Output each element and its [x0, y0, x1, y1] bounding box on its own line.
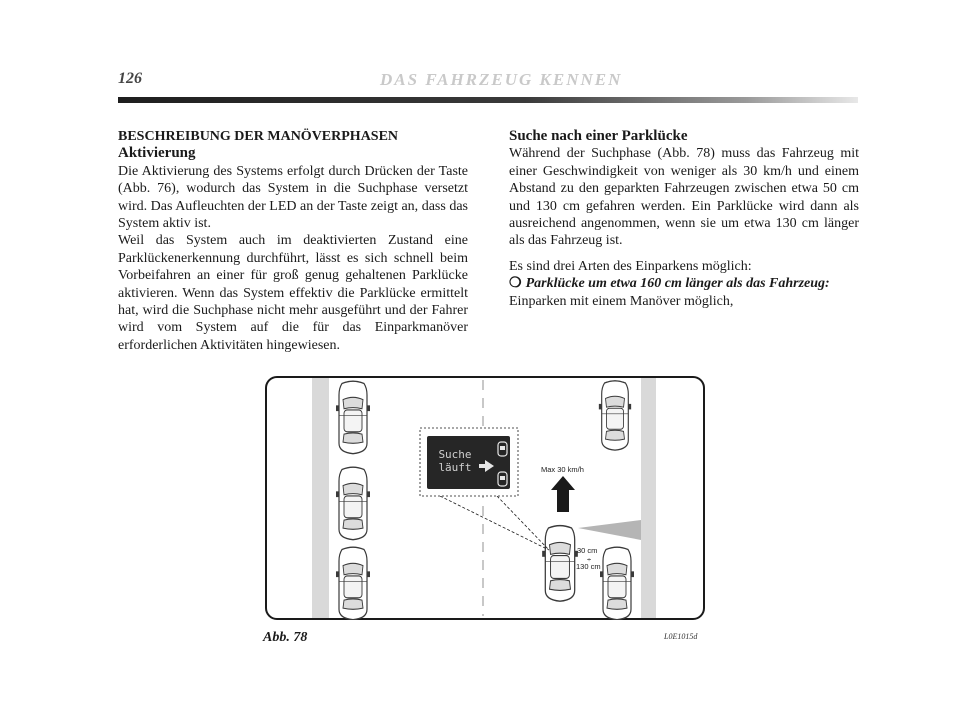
page-number: 126	[118, 70, 142, 87]
subsection-title-activation: Aktivierung	[118, 145, 196, 162]
speed-label: Max 30 km/h	[541, 465, 584, 474]
section-title: BESCHREIBUNG DER MANÖVERPHASEN	[118, 129, 399, 144]
paragraph-activation-2: Weil das System auch im deaktivierten Zustand eine Parklückenerkennung durchführt, lässt es sich schnell beim Vorbeifahren an einer für groß genug gehaltenen Parklücke aktivieren. Wenn das System effektiv die Parklücke ermittelt hat, wird die Suchphase nicht mehr ausgeführt und der Fahrer wird vom System auf die für das Einparkmanöver erforderlichen Aktivitäten hingewiesen.	[118, 233, 468, 353]
image-code: L0E1015d	[664, 632, 698, 641]
display-line-2: läuft	[438, 461, 472, 474]
figure-frame	[266, 377, 704, 619]
distance-min-label: 30 cm	[577, 546, 598, 555]
bullet-text: Einparken mit einem Manöver möglich,	[509, 293, 734, 309]
paragraph-search-1: Während der Suchphase (Abb. 78) muss das Fahrzeug mit einer Geschwindigkeit von weniger als 30 km/h und einem Abstand zu den geparkten Fahrzeugen zwischen etwa 50 cm und 130 cm gefahren werden. Ein Parklücke wird dann als ausreichend angenommen, wenn sie um etwa 130 cm länger als das Fahrzeug ist.	[509, 146, 859, 249]
header-rule	[118, 97, 858, 103]
paragraph-activation-1: Die Aktivierung des Systems erfolgt durch Drücken der Taste (Abb. 76), wodurch das System in die Suchphase versetzt wird. Das Aufleuchten der LED an der Taste zeigt an, dass das System aktiv ist.	[118, 163, 468, 232]
parked-car-left-1	[336, 381, 370, 453]
figure-caption: Abb. 78	[263, 630, 308, 645]
distance-max-label: 130 cm	[576, 562, 601, 571]
subsection-title-search: Suche nach einer Parklücke	[509, 128, 688, 144]
distance-separator: ÷	[587, 555, 592, 564]
paragraph-search-2: Es sind drei Arten des Einparkens möglich:	[509, 258, 752, 274]
bullet-mark-icon: ❍	[509, 276, 522, 292]
parking-search-illustration	[265, 376, 705, 620]
parked-car-left-2	[336, 467, 370, 539]
right-column	[509, 128, 859, 310]
parked-car-right-1	[599, 381, 631, 450]
left-curb	[312, 378, 329, 618]
parked-car-right-2	[600, 547, 634, 619]
right-curb	[641, 378, 656, 618]
moving-car	[542, 526, 578, 602]
bullet-emphasis: Parklücke um etwa 160 cm länger als das Fahrzeug:	[525, 276, 830, 292]
left-column	[118, 128, 468, 354]
parked-car-left-3	[336, 547, 370, 619]
display-line-1: Suche	[438, 448, 472, 461]
bullet-item	[509, 275, 859, 310]
running-title: DAS FAHRZEUG KENNEN	[380, 70, 623, 89]
